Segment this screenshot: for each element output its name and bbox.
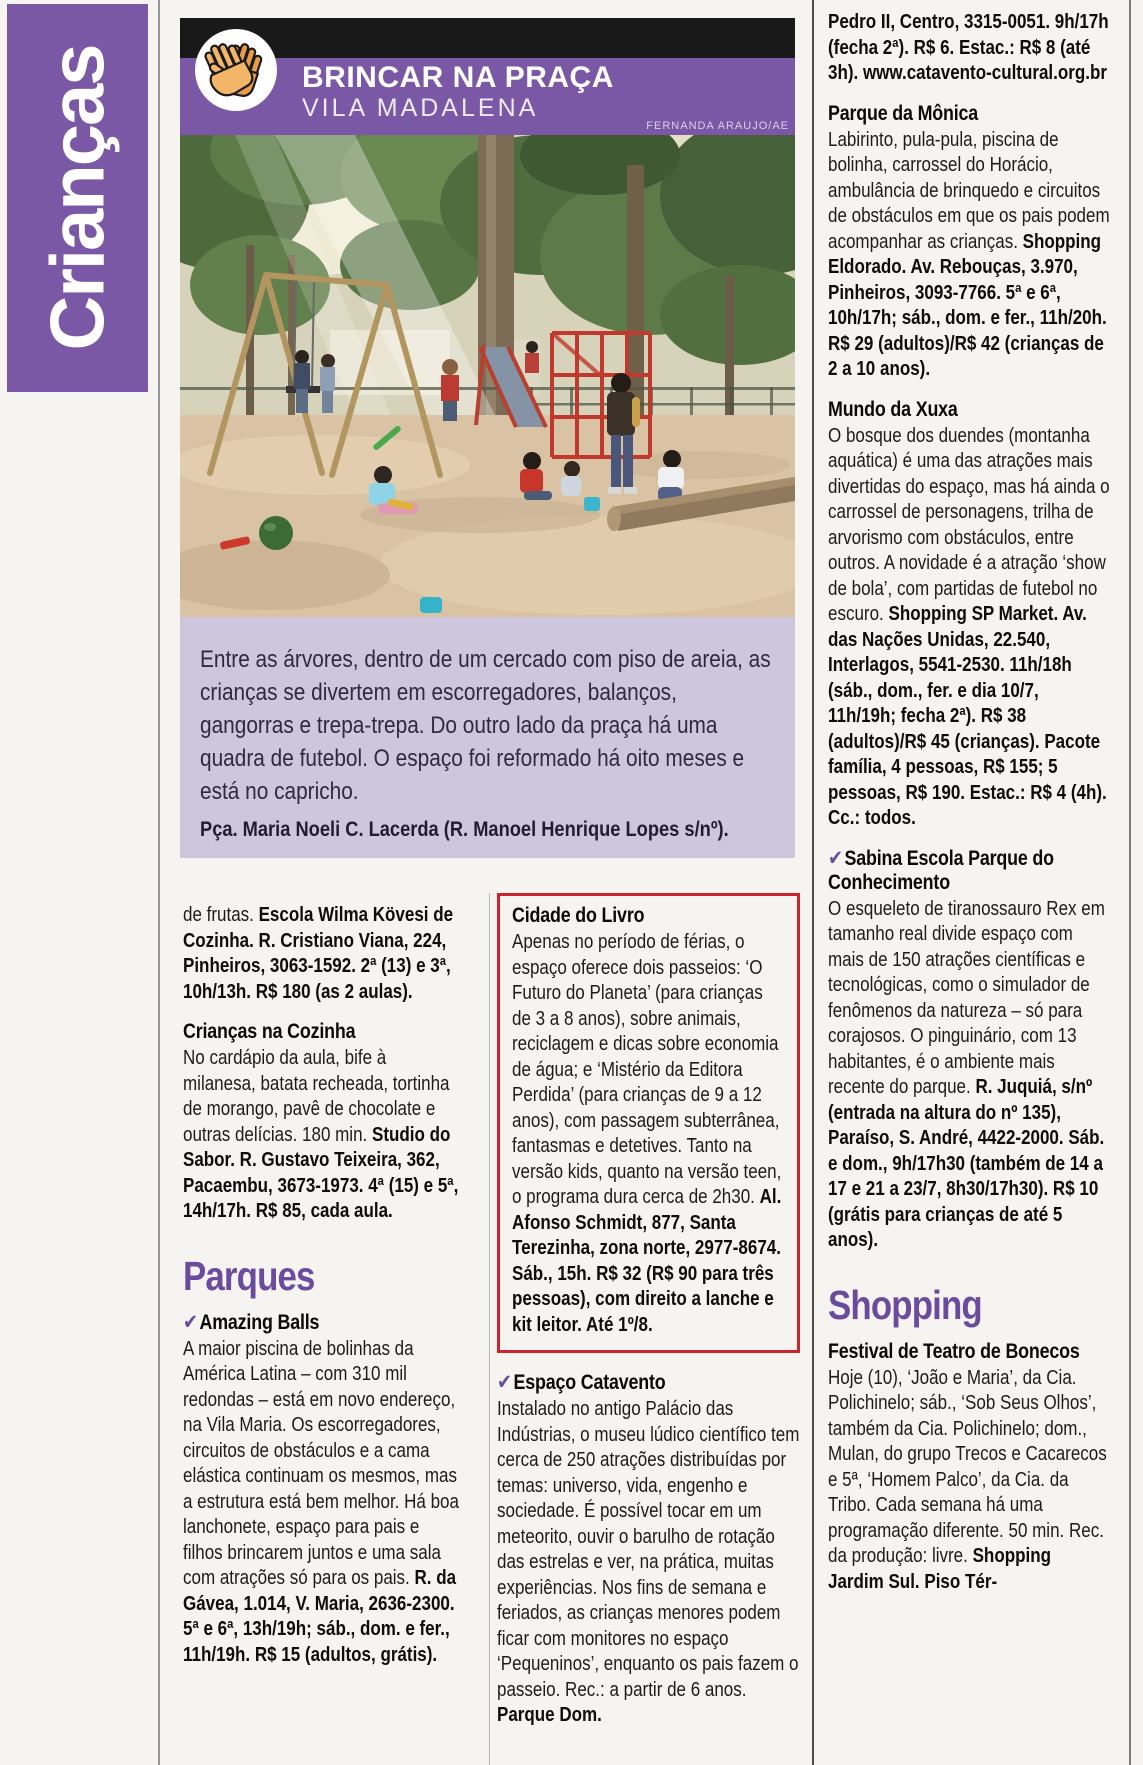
entry-address: Escola Wilma Kövesi de Cozinha. R. Cristiano Viana, 224, Pinheiros, 3063-1592. 2ª (13) e 3ª, 10h/13h. R$ 180 (as 2 aulas).	[183, 904, 454, 1003]
entry-body: O bosque dos duendes (montanha aquática) é uma das atrações mais divertidas do espaço, mas há ainda o carrossel de personagens, trilha de arvorismo com obstáculos, entre outros. A novidade é a atração ‘show de bola’, com partidas de futebol no escuro.	[828, 424, 1110, 625]
entry-body: Apenas no período de férias, o espaço oferece dois passeios: ‘O Futuro do Planeta’ (para crianças de 3 a 8 anos), sobre animais, reciclagem e dicas sobre economia de água; e ‘Mistério da Editora Perdida’ (para crianças de 9 a 12 anos), com passagem subterrânea, fantasmas e detetives. Tanto na versão kids, quanto na versão teen, o programa dura cerca de 2h30.	[512, 931, 782, 1208]
column-right	[828, 10, 1110, 1760]
entry-address: Shopping Eldorado. Av. Rebouças, 3.970, Pinheiros, 3093-7766. 5ª e 6ª, 10h/17h; sáb., dom. e fer., 11h/20h. R$ 29 (adultos)/R$ 42 (crianças de 2 a 10 anos).	[828, 230, 1107, 380]
entry-sabina-escola	[828, 847, 1110, 1254]
entry-address: Studio do Sabor. R. Gustavo Teixeira, 362, Pacaembu, 3673-1973. 4ª (15) e 5ª, 14h/17h. R$ 85, cada aula.	[183, 1123, 459, 1222]
section-label: Crianças	[35, 45, 120, 351]
clapping-hands-icon	[194, 28, 278, 112]
entry-body: No cardápio da aula, bife à milanesa, batata recheada, tortinha de morango, pavê de chocolate e outras delícias. 180 min.	[183, 1047, 450, 1146]
entry-escola-wilma	[183, 903, 460, 1005]
entry-address: Shopping Jardim Sul. Piso Tér-	[828, 1545, 1051, 1593]
entry-body: A maior piscina de bolinhas da América Latina – com 310 mil redondas – está em novo endereço, na Vila Maria. Os escorregadores, circuitos de obstáculos e a cama elástica continuam os mesmos, mas a estrutura está bem melhor. Há boa lanchonete, espaço para pais e filhos brincarem juntos e uma sala com atrações só para os pais.	[183, 1337, 459, 1589]
feature-title: BRINCAR NA PRAÇA	[302, 61, 614, 94]
entry-address: Parque Dom.	[497, 1704, 602, 1726]
entry-amazing-balls	[183, 1311, 460, 1669]
entry-body: de frutas.	[183, 904, 259, 926]
entry-mundo-da-xuxa	[828, 398, 1110, 832]
highlight-box	[497, 893, 800, 1353]
entry-title: Mundo da Xuxa	[828, 397, 958, 421]
entry-address: R. Juquiá, s/nº (entrada na altura do nº 135), Paraíso, S. André, 4422-2000. Sáb. e dom., 9h/17h30 (também de 14 a 17 e 21 a 23/7, 8h30/17h30). R$ 10 (grátis para crianças de até 5 anos).	[828, 1076, 1105, 1251]
feature-block	[180, 18, 795, 858]
entry-body: Hoje (10), ‘João e Maria’, da Cia. Polichinelo; sáb., ‘Sob Seus Olhos’, também da Cia. Polichinelo; dom., Mulan, do grupo Trecos e Cacarecos e 5ª, ‘Homem Palco’, da Cia. da Tribo. Cada semana há uma programação diferente. 50 min. Rec. da produção: livre.	[828, 1366, 1107, 1567]
right-page-rule	[1129, 0, 1131, 1765]
entry-address: Shopping SP Market. Av. das Nações Unidas, 22.540, Interlagos, 5541-2530. 11h/18h (sáb., dom., fer. e dia 10/7, 11h/19h; fecha 2ª). R$ 38 (adultos)/R$ 45 (crianças). Pacote família, 4 pessoas, R$ 155; 5 pessoas, R$ 190. Estac.: R$ 4 (4h). Cc.: todos.	[828, 603, 1107, 829]
caption-text: Entre as árvores, dentro de um cercado com piso de areia, as crianças se divertem em escorregadores, balanços, gangorras e trepa-trepa. Do outro lado da praça há uma quadra de futebol. O espaço foi reformado há oito meses e está no capricho.	[200, 646, 771, 805]
entry-title: ✔Espaço Catavento	[497, 1371, 666, 1394]
section-tab-criancas	[7, 4, 148, 392]
entry-title: Parque da Mônica	[828, 101, 979, 125]
entry-espaco-catavento	[497, 1371, 800, 1729]
check-icon: ✔	[183, 1310, 198, 1334]
feature-subtitle: VILA MADALENA	[302, 94, 539, 122]
photo-credit: FERNANDA ARAUJO/AE	[646, 120, 789, 132]
column-left	[183, 903, 460, 1668]
entry-cidade-do-livro	[512, 904, 785, 1338]
entry-body: O esqueleto de tiranossauro Rex em tamanho real divide espaço com mais de 150 atrações científicas e tecnológicas, como o simulador de fenômenos da natureza – só para corajosos. O pinguinário, com 13 habitantes, é o ambiente mais recente do parque.	[828, 897, 1105, 1098]
entry-address: R. da Gávea, 1.014, V. Maria, 2636-2300. 5ª e 6ª, 13h/19h; sáb., dom. e fer., 11h/19h. R$ 15 (adultos, grátis).	[183, 1567, 457, 1666]
entry-title: Festival de Teatro de Bonecos	[828, 1339, 1080, 1363]
photo-caption	[180, 617, 795, 858]
entry-title: Cidade do Livro	[512, 904, 645, 927]
entry-body: Instalado no antigo Palácio das Indústrias, o museu lúdico científico tem cerca de 250 atrações distribuídas por temas: universo, vida, engenho e sociedade. É possível tocar em um meteorito, ouvir o barulho de rotação das estrelas e ver, na prática, muitas experiências. Nos fins de semana e feriados, as crianças menores podem ficar com monitores no espaço ‘Pequeninos’, enquanto os pais fazem o passeio. Rec.: a partir de 6 anos.	[497, 1398, 800, 1701]
entry-festival-teatro-bonecos	[828, 1340, 1110, 1596]
check-icon: ✔	[828, 846, 843, 870]
middle-page-rule	[812, 0, 814, 1765]
entry-address: Al. Afonso Schmidt, 877, Santa Terezinha, zona norte, 2977-8674. Sáb., 15h. R$ 32 (R$ 90 para três pessoas), com direito a lanche e kit leitor. Até 1º/8.	[512, 1186, 782, 1336]
column-middle	[497, 893, 800, 1729]
entry-body: Labirinto, pula-pula, piscina de bolinha, carrossel do Horácio, ambulância de brinquedo e circuitos de obstáculos em que os pais podem acompanhar as crianças.	[828, 128, 1110, 253]
caption-address: Pça. Maria Noeli C. Lacerda (R. Manoel Henrique Lopes s/nº).	[200, 817, 729, 841]
column-divider	[489, 893, 490, 1765]
section-heading-shopping: Shopping	[828, 1281, 982, 1328]
section-heading-parques: Parques	[183, 1252, 315, 1299]
entry-criancas-na-cozinha	[183, 1020, 460, 1225]
left-page-rule	[158, 0, 160, 1765]
playground-photo	[180, 135, 795, 617]
check-icon: ✔	[497, 1371, 512, 1394]
feature-header	[180, 58, 795, 135]
entry-parque-da-monica	[828, 102, 1110, 383]
entry-catavento-continuation: Pedro II, Centro, 3315-0051. 9h/17h (fecha 2ª). R$ 6. Estac.: R$ 8 (até 3h). www.catavento-cultural.org.br	[828, 11, 1109, 84]
entry-title: Crianças na Cozinha	[183, 1020, 356, 1043]
entry-title: ✔Amazing Balls	[183, 1310, 320, 1334]
entry-title: ✔Sabina Escola Parque do Conhecimento	[828, 846, 1054, 894]
